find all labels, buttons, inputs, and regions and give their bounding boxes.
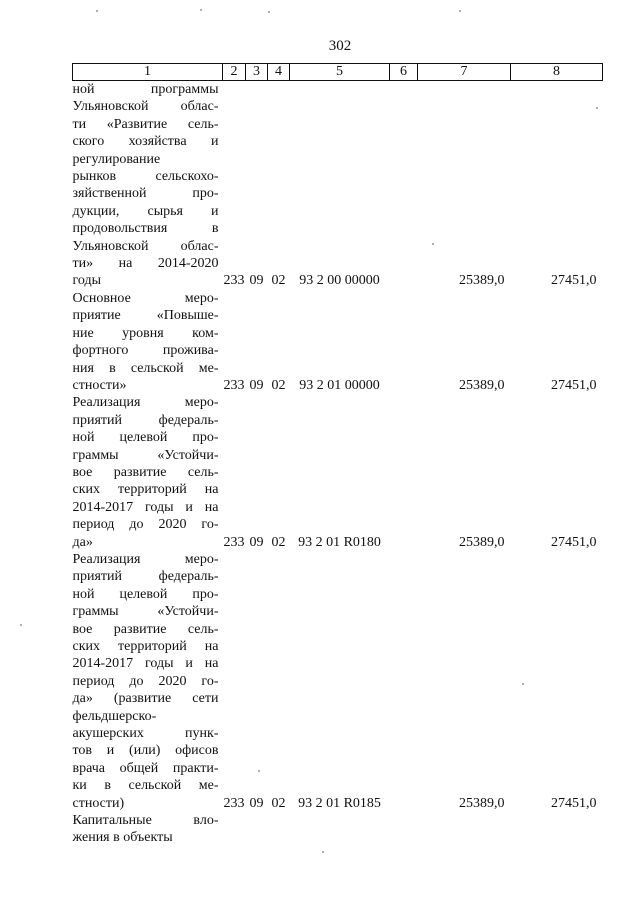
- description-line: да»: [72, 534, 93, 550]
- description-line: врача общей практи-: [72, 760, 219, 776]
- target-article-cell: 93 2 00 00000: [299, 273, 380, 289]
- budget-table: [72, 63, 603, 847]
- scan-speck: [200, 9, 202, 11]
- description-line: ки в сельской ме-: [72, 778, 219, 794]
- scan-speck: [432, 243, 434, 245]
- amount-year2-cell: 27451,0: [551, 377, 597, 393]
- description-line: фортного прожива-: [72, 343, 219, 359]
- scan-speck: [20, 624, 22, 626]
- col-header-5: 5: [290, 64, 390, 81]
- expense-type-cell: [390, 551, 418, 812]
- description-line: ти «Развитие сель-: [72, 116, 219, 132]
- amount-year2-cell: [511, 812, 603, 847]
- description-line: ских территорий на: [72, 639, 219, 654]
- description-line: продовольствия в: [72, 221, 219, 237]
- expense-type-cell: [390, 394, 418, 551]
- amount-year1-cell: 25389,0: [459, 273, 505, 289]
- col-header-1: 1: [73, 64, 223, 81]
- admin-code-cell: 233: [223, 795, 245, 811]
- col-header-7: 7: [418, 64, 511, 81]
- description-line: 2014-2017 годы и на: [72, 656, 219, 672]
- row-description: [73, 81, 223, 290]
- section-cell: [246, 812, 268, 847]
- row-description: [73, 812, 223, 847]
- description-line: ной программы: [72, 82, 219, 97]
- scan-speck: [268, 11, 270, 13]
- amount-year1-cell: 25389,0: [459, 795, 505, 811]
- description-line: вое развитие сель-: [72, 621, 219, 637]
- amount-year1-cell: 25389,0: [459, 377, 505, 393]
- description-line: рынков сельскохо-: [72, 169, 219, 185]
- subsection-cell: 02: [271, 377, 286, 393]
- description-line: приятий федераль-: [72, 412, 219, 428]
- amount-year2-cell: 27451,0: [551, 273, 597, 289]
- description-line: ского хозяйства и: [72, 134, 219, 150]
- target-article-cell: 93 2 01 00000: [299, 377, 380, 393]
- description-line: ние уровня ком-: [72, 325, 219, 341]
- description-line: приятие «Повыше-: [72, 308, 219, 324]
- target-article-cell: 93 2 01 R0185: [298, 795, 381, 811]
- expense-type-cell: [390, 812, 418, 847]
- description-line: Реализация меро-: [72, 551, 219, 567]
- row-description: [73, 394, 223, 551]
- description-line: Ульяновской облас-: [72, 99, 219, 115]
- description-line: ния в сельской ме-: [72, 360, 219, 376]
- admin-code-cell: 233: [223, 377, 245, 393]
- expense-type-cell: [390, 81, 418, 290]
- scan-speck: [459, 10, 461, 12]
- subsection-cell: 02: [271, 534, 286, 550]
- description-line: фельдшерско-: [72, 708, 157, 724]
- admin-code-cell: 233: [223, 534, 245, 550]
- description-line: зяйственной про-: [72, 186, 219, 202]
- target-article-cell: [290, 812, 390, 847]
- description-line: 2014-2017 годы и на: [72, 499, 219, 515]
- subsection-cell: [268, 812, 290, 847]
- scan-speck: [96, 10, 98, 12]
- admin-code-cell: 233: [223, 273, 245, 289]
- scan-speck: [522, 683, 524, 685]
- description-line: ских территорий на: [72, 482, 219, 498]
- description-line: вое развитие сель-: [72, 464, 219, 480]
- description-line: Ульяновской облас-: [72, 238, 219, 254]
- description-line: дукции, сырья и: [72, 203, 219, 219]
- description-line: период до 2020 го-: [72, 517, 219, 533]
- page-number: 302: [328, 38, 352, 54]
- description-line: годы: [72, 273, 102, 289]
- description-line: стности»: [72, 377, 127, 393]
- subsection-cell: 02: [271, 795, 286, 811]
- col-header-4: 4: [268, 64, 290, 81]
- row-description: [73, 290, 223, 394]
- table-row: [73, 551, 603, 812]
- description-line: регулирование: [72, 151, 161, 167]
- target-article-cell: 93 2 01 R0180: [298, 534, 381, 550]
- col-header-8: 8: [511, 64, 603, 81]
- description-line: ной целевой про-: [72, 430, 219, 446]
- row-description: [73, 551, 223, 812]
- description-line: ти» на 2014-2020: [72, 256, 219, 272]
- col-header-2: 2: [223, 64, 246, 81]
- table-row: [73, 812, 603, 847]
- col-header-3: 3: [246, 64, 268, 81]
- description-line: Капитальные вло-: [72, 813, 219, 829]
- description-line: граммы «Устойчи-: [72, 604, 219, 620]
- col-header-6: 6: [390, 64, 418, 81]
- description-line: ной целевой про-: [72, 586, 219, 602]
- description-line: граммы «Устойчи-: [72, 447, 219, 463]
- section-cell: 09: [249, 534, 264, 550]
- description-line: период до 2020 го-: [72, 673, 219, 689]
- table-row: [73, 290, 603, 394]
- description-line: Основное меро-: [72, 290, 219, 306]
- amount-year1-cell: [418, 812, 511, 847]
- admin-code-cell: [223, 812, 246, 847]
- table-body: [73, 81, 603, 847]
- scan-speck: [596, 107, 598, 109]
- amount-year1-cell: 25389,0: [459, 534, 505, 550]
- table-row: [73, 394, 603, 551]
- amount-year2-cell: 27451,0: [551, 534, 597, 550]
- section-cell: 09: [249, 795, 264, 811]
- description-line: акушерских пунк-: [72, 726, 219, 742]
- section-cell: 09: [249, 377, 264, 393]
- header-row: [73, 64, 603, 81]
- subsection-cell: 02: [271, 273, 286, 289]
- scan-speck: [258, 770, 260, 772]
- description-line: да» (развитие сети: [72, 691, 219, 707]
- table-row: [73, 81, 603, 290]
- description-line: тов и (или) офисов: [72, 743, 219, 759]
- amount-year2-cell: 27451,0: [551, 795, 597, 811]
- section-cell: 09: [249, 273, 264, 289]
- description-line: Реализация меро-: [72, 395, 219, 411]
- description-line: стности): [72, 795, 125, 811]
- description-line: жения в объекты: [72, 830, 173, 846]
- expense-type-cell: [390, 290, 418, 394]
- scan-speck: [322, 851, 324, 853]
- description-line: приятий федераль-: [72, 569, 219, 585]
